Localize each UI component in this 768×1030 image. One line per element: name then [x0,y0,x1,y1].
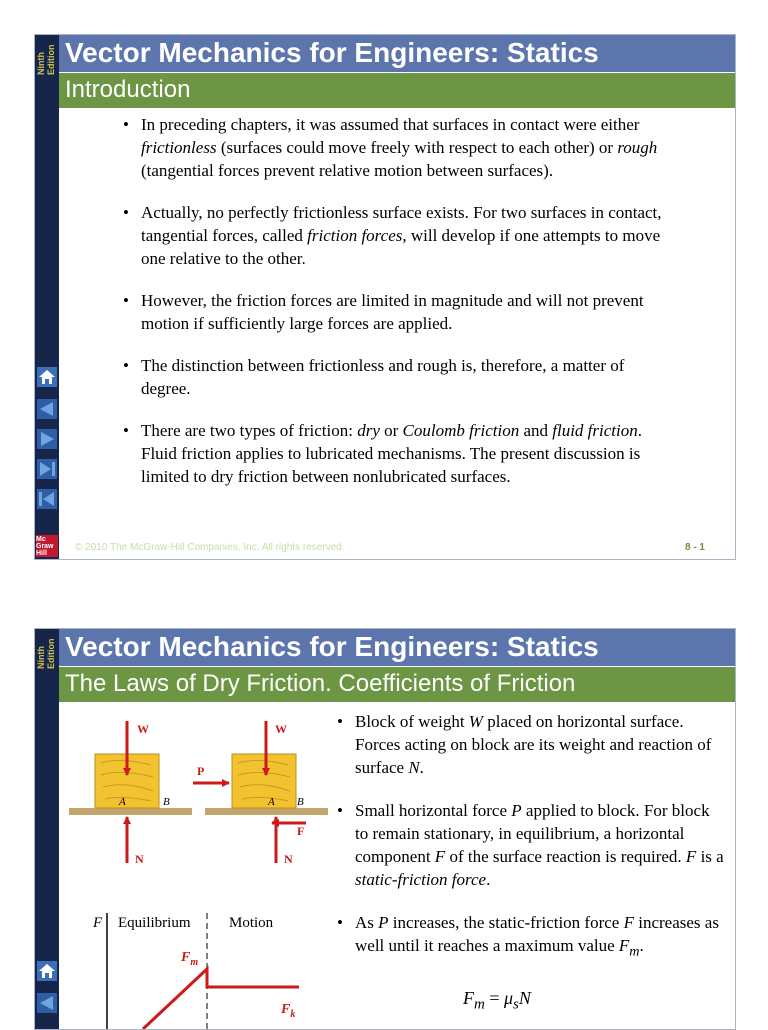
sidebar [35,629,59,1029]
home-icon[interactable] [37,961,57,981]
graph-fk-label: $F_k$ [281,1002,296,1020]
previous-icon[interactable] [37,993,57,1013]
bullet-item: • Small horizontal force P applied to block. For block to remain stationary, in equilibrium, a horizontal component F of the surface reaction is required. F is a static-friction force. [337,799,725,891]
bullet-item: • Actually, no perfectly frictionless surface exists. For two surfaces in contact, tangential forces, called friction forces, will develop if one attempts to move one relative to the other. [123,201,668,270]
subtitle-bar [59,73,735,108]
next-icon[interactable] [37,429,57,449]
bullet-item: • However, the friction forces are limited in magnitude and will not prevent motion if sufficiently large forces are applied. [123,289,668,335]
friction-curve [143,969,299,1029]
edition-label: Ninth Edition [36,44,56,75]
label-b: B [163,796,170,808]
ground-surface [69,808,192,815]
label-a: A [268,796,275,808]
graph-axis-label: F [93,915,103,931]
last-icon[interactable] [37,459,57,479]
bullet-item: • As P increases, the static-friction force F increases as well until it reaches a maximum value $F_m$. [337,911,725,963]
home-icon[interactable] [37,367,57,387]
bullet-item: • The distinction between frictionless and rough is, therefore, a matter of degree. [123,354,668,400]
bullet-item: • There are two types of friction: dry or Coulomb friction and fluid friction. Fluid friction applies to lubricated mechanisms. The present discussion is limited to dry friction between nonlubricated surfaces. [123,419,668,488]
graph-fm-label: $F_m$ [181,950,199,968]
slide-1 [34,34,736,560]
sidebar [35,35,59,559]
slide-subtitle: Introduction [65,76,191,103]
title-bar [59,629,735,666]
label-p: P [197,764,205,778]
label-n: N [135,852,144,866]
publisher-logo: Mc Graw Hill [36,535,58,557]
bullet-item: • In preceding chapters, it was assumed that surfaces in contact were either frictionless (surfaces could move freely with respect to each other) or rough (tangential forces prevent relative motion between surfaces). [123,113,668,182]
static-friction-equation: $F_m = \mu_sN$ [463,988,531,1013]
bullet-list [337,710,725,983]
page-number: 8 - 1 [684,542,705,553]
graph-region-motion: Motion [229,915,274,931]
first-icon[interactable] [37,489,57,509]
bullet-list [123,113,668,507]
graph-region-equilibrium: Equilibrium [118,915,191,931]
bullet-item: • Block of weight W placed on horizontal surface. Forces acting on block are its weight and reaction of surface N. [337,710,725,779]
subtitle-bar [59,667,735,702]
course-title: Vector Mechanics for Engineers: Statics [65,37,599,68]
label-b: B [297,796,304,808]
label-w: W [137,722,149,736]
label-a: A [119,796,126,808]
ground-surface [205,808,328,815]
friction-block-diagram [61,713,336,873]
label-f: F [297,824,305,838]
label-w: W [275,722,287,736]
title-bar [59,35,735,72]
friction-force-graph [85,909,335,1029]
label-n: N [284,852,293,866]
edition-label: Ninth Edition [36,638,56,669]
slide-2 [34,628,736,1030]
copyright-notice: © 2010 The McGraw-Hill Companies, Inc. All rights reserved. [75,542,345,553]
previous-icon[interactable] [37,399,57,419]
slide-subtitle: The Laws of Dry Friction. Coefficients of Friction [65,670,576,697]
course-title: Vector Mechanics for Engineers: Statics [65,631,599,662]
